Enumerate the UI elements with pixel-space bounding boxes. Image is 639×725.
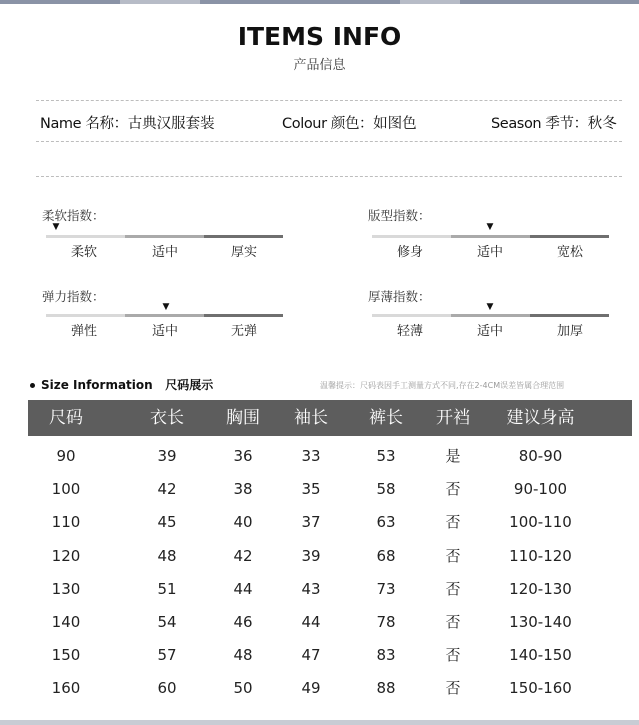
table-cell: 100 [51,480,81,499]
table-cell: 44 [301,612,321,631]
index-fit-option-2: 适中 [476,245,503,260]
table-row [28,606,632,639]
info-name-value: 古典汉服套装 [127,116,215,132]
size-section-title-cn: 尺码展示 [165,378,214,392]
size-table-body [28,436,632,706]
index-fit-marker-icon: ▼ [486,222,494,232]
size-table-header-cell: 开裆 [436,408,470,428]
table-cell: 47 [301,646,321,665]
table-cell: 48 [157,546,177,565]
table-cell: 60 [157,679,177,698]
table-cell: 44 [233,579,253,598]
table-cell: 37 [301,513,321,532]
table-cell: 160 [51,679,81,698]
divider-mid [36,141,622,142]
index-softness-option-1: 柔软 [70,245,97,260]
table-cell: 150-160 [509,679,572,698]
table-cell: 否 [445,679,461,698]
bottom-photo-strip [0,720,639,725]
table-cell: 51 [157,579,177,598]
table-cell: 130 [51,579,81,598]
table-cell: 100-110 [509,513,572,532]
table-cell: 140-150 [509,646,572,665]
index-thickness-option-3: 加厚 [556,324,583,339]
size-table-header-cell: 衣长 [150,408,184,428]
table-row [28,440,632,473]
table-cell: 38 [233,480,253,499]
table-cell: 58 [376,480,396,499]
size-table-header [28,400,632,436]
info-colour-label: Colour 颜色： [282,116,374,132]
table-row [28,639,632,672]
index-softness-scale [46,235,283,238]
size-table-header-cell: 裤长 [369,408,403,428]
table-cell: 80-90 [518,447,563,465]
size-table [28,400,632,706]
index-elasticity-option-2: 适中 [151,324,178,339]
index-elasticity-option-3: 无弹 [230,324,257,339]
table-cell: 54 [157,612,177,631]
size-section-title-en: Size Information [41,378,153,392]
size-table-header-cell: 建议身高 [506,408,575,428]
table-cell: 78 [376,612,396,631]
index-thickness-marker-icon: ▼ [486,302,494,312]
index-thickness-option-1: 轻薄 [396,324,423,339]
index-thickness-option-2: 适中 [476,324,503,339]
info-season [491,112,617,133]
table-cell: 73 [376,579,396,598]
table-cell: 否 [445,513,461,532]
index-softness-option-2: 适中 [151,245,178,260]
table-cell: 90 [56,447,76,465]
table-row [28,506,632,539]
table-cell: 88 [376,679,396,698]
table-cell: 48 [233,646,253,665]
index-softness-label: 柔软指数： [42,208,105,223]
index-softness-marker-icon: ▼ [52,222,60,232]
index-fit-scale [372,235,609,238]
table-cell: 43 [301,579,321,598]
index-elasticity-label: 弹力指数： [42,289,105,304]
table-cell: 46 [233,612,253,631]
table-cell: 33 [301,447,321,465]
index-thickness-scale [372,314,609,317]
index-thickness-label: 厚薄指数： [368,289,431,304]
table-cell: 53 [376,447,396,465]
index-fit-label: 版型指数： [368,208,431,223]
top-photo-strip [0,0,639,4]
table-cell: 否 [445,546,461,565]
table-cell: 否 [445,480,461,499]
table-cell: 是 [445,447,461,465]
table-cell: 110 [51,513,81,532]
size-table-header-cell: 胸围 [226,408,260,428]
divider-top [36,100,622,101]
size-tip: 温馨提示：尺码表因手工测量方式不同,存在2-4CM误差皆属合理范围 [320,381,565,390]
table-row [28,473,632,506]
table-cell: 83 [376,646,396,665]
info-season-label: Season 季节： [491,116,588,132]
table-cell: 42 [233,546,253,565]
table-cell: 否 [445,612,461,631]
table-cell: 49 [301,679,321,698]
page-title: ITEMS INFO [237,22,402,51]
table-cell: 63 [376,513,396,532]
table-cell: 120 [51,546,81,565]
bullet-icon [30,383,35,388]
table-cell: 否 [445,646,461,665]
table-cell: 39 [157,447,177,465]
table-cell: 90-100 [513,480,568,499]
size-table-header-cell: 袖长 [294,408,328,428]
index-fit-option-1: 修身 [396,245,423,260]
table-cell: 140 [51,612,81,631]
table-cell: 130-140 [509,612,572,631]
info-colour [282,112,417,133]
index-elasticity-option-1: 弹性 [70,324,97,339]
table-cell: 否 [445,579,461,598]
page-subtitle: 产品信息 [293,58,346,73]
table-cell: 68 [376,546,396,565]
size-section-heading [30,376,213,393]
size-table-header-cell: 尺码 [49,408,83,428]
table-cell: 39 [301,546,321,565]
info-name-label: Name 名称： [40,116,128,132]
index-elasticity-marker-icon: ▼ [162,302,170,312]
info-name [40,112,215,133]
table-cell: 35 [301,480,321,499]
index-fit-option-3: 宽松 [556,245,583,260]
table-cell: 50 [233,679,253,698]
table-cell: 57 [157,646,177,665]
table-cell: 45 [157,513,177,532]
table-cell: 36 [233,447,253,465]
divider-lower [36,176,622,177]
table-cell: 110-120 [509,546,572,565]
info-colour-value: 如图色 [373,116,417,132]
table-row [28,573,632,606]
table-row [28,540,632,573]
table-cell: 40 [233,513,253,532]
table-cell: 120-130 [509,579,572,598]
info-season-value: 秋冬 [587,116,617,132]
table-cell: 42 [157,480,177,499]
index-softness-option-3: 厚实 [230,245,257,260]
table-cell: 150 [51,646,81,665]
table-row [28,672,632,705]
index-elasticity-scale [46,314,283,317]
